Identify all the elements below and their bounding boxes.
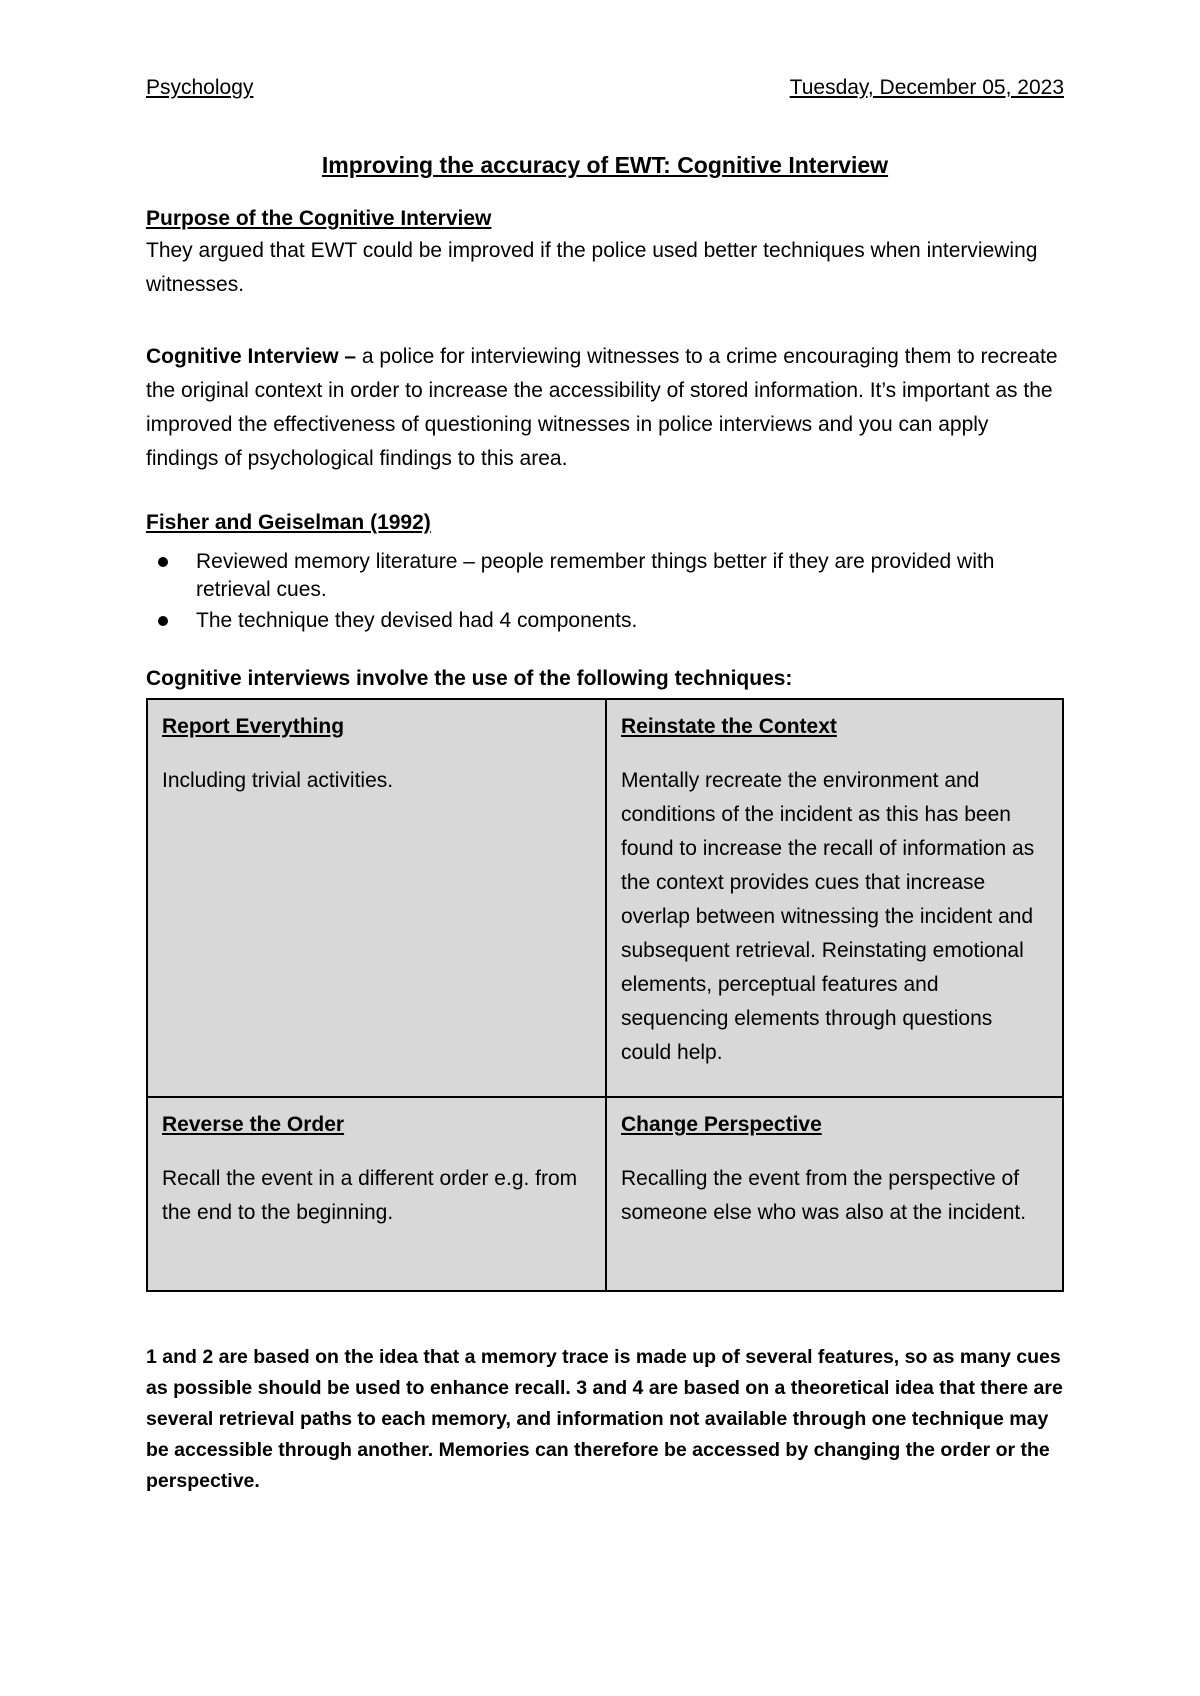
definition-text: a police for interviewing witnesses to a crime encouraging them to recreate the original context in order to increase the accessibility of stored information. It’s important as the improved the effectiveness of questioning witnesses in police interviews and you can apply findings of psychological findings to this area.	[146, 345, 1058, 470]
page-title: Improving the accuracy of EWT: Cognitive Interview	[321, 152, 889, 178]
purpose-text: They argued that EWT could be improved if the police used better techniques when interviewing witnesses.	[146, 239, 1038, 296]
purpose-section	[146, 204, 1064, 302]
fisher-bullet-list	[146, 548, 1064, 638]
fisher-heading-text: Fisher and Geiselman (1992)	[146, 511, 431, 534]
cell-heading: Change Perspective	[621, 1113, 822, 1136]
purpose-heading: Purpose of the Cognitive Interview	[146, 207, 492, 230]
closing-paragraph: 1 and 2 are based on the idea that a memory trace is made up of several features, so as many cues as possible should be used to enhance recall. 3 and 4 are based on a theoretical idea that there are several retrieval paths to each memory, and information not available through one technique may be accessible through another. Memories can therefore be accessed by changing the order or the perspective.	[146, 1346, 1063, 1492]
cell-heading: Reverse the Order	[162, 1113, 345, 1136]
table-cell	[148, 1098, 605, 1290]
cell-text: Recall the event in a different order e.g. from the end to the beginning.	[162, 1167, 578, 1224]
cell-text: Including trivial activities.	[162, 769, 394, 792]
table-cell	[605, 1098, 1062, 1290]
bullet-text: The technique they devised had 4 components.	[196, 609, 638, 632]
table-row	[148, 1096, 1062, 1290]
table-row	[148, 700, 1062, 1096]
cell-heading: Reinstate the Context	[621, 715, 837, 738]
table-cell	[148, 700, 605, 1096]
definition-section	[146, 340, 1064, 476]
cell-text: Recalling the event from the perspective of someone else who was also at the incident.	[621, 1167, 1027, 1224]
table-cell	[605, 700, 1062, 1096]
bullet-icon	[158, 616, 168, 626]
cell-text: Mentally recreate the environment and conditions of the incident as this has been found to increase the recall of information as the context provides cues that increase overlap between witnessing the incident and subsequent retrieval. Reinstating emotional elements, perceptual features and sequencing elements through questions could help.	[621, 769, 1035, 1064]
techniques-intro: Cognitive interviews involve the use of the following techniques:	[146, 667, 793, 690]
bullet-text: Reviewed memory literature – people remember things better if they are provided with retrieval cues.	[196, 550, 995, 601]
list-item	[146, 607, 1064, 635]
techniques-table	[146, 698, 1064, 1292]
subject-label: Psychology	[146, 76, 254, 99]
bullet-icon	[158, 557, 168, 567]
fisher-heading	[146, 508, 1064, 538]
cell-heading: Report Everything	[162, 715, 345, 738]
definition-term: Cognitive Interview –	[146, 345, 357, 368]
list-item	[146, 548, 1064, 604]
date-label: Tuesday, December 05, 2023	[789, 76, 1064, 99]
